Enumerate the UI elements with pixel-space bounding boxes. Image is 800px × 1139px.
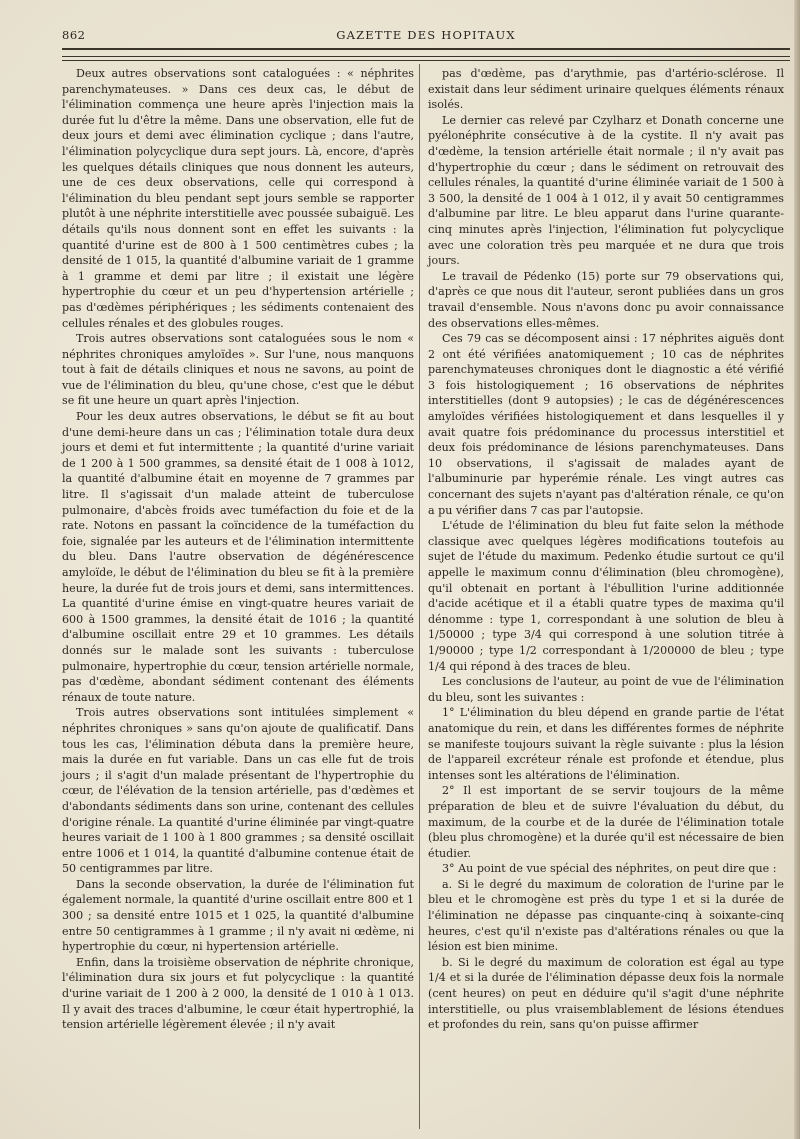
paragraph: 2° Il est important de se servir toujours de la même préparation de bleu et de suivre l'évaluation du début, du maximum, de la courbe et de la durée de l'élimination totale (bleu plus chromogène) et la durée qu'il est nécessaire de bien étudier. (428, 784, 784, 860)
paragraph: L'étude de l'élimination du bleu fut faite selon la méthode classique avec quelques légères modifications toutefois au sujet de l'étude du maximum. Pedenko étudie surtout ce qu'il appelle le maximum connu d'élimination (bleu chromogène), qu'il obtenait en portant à l'ébullition l'urine additionnée d'acide acétique et il a établi quatre types de maxima qu'il dénomme : type 1, correspondant à une solution de bleu à 1/50000 ; type 3/4 qui correspond à une solution titrée à 1/90000 ; type 1/2 correspondant à 1/200000 de bleu ; type 1/4 qui répond à des traces de bleu. (428, 519, 784, 673)
header-rule-thin-2 (62, 60, 790, 61)
right-column (428, 66, 784, 1033)
page-header (62, 28, 790, 46)
paragraph: Pour les deux autres observations, le début se fit au bout d'une demi-heure dans un cas ; l'élimination totale dura deux jours et demi et fut intermittente ; la quantité d'urine variait de 1 200 à 1 500 grammes, sa densité était de 1 008 à 1012, la quantité d'albumine était en moyenne de 7 grammes par litre. Il s'agissait d'un malade atteint de tuberculose pulmonaire, d'abcès froids avec tuméfaction du foie et de la rate. Notons en passant la coïncidence de la tuméfaction du foie, signalée par les auteurs et de l'élimination intermittente du bleu. Dans l'autre observation de dégénérescence amyloïde, le début de l'élimination du bleu se fit à la première heure, la durée fut de trois jours et demi, sans intermittences. La quantité d'urine émise en vingt-quatre heures variait de 600 à 1500 grammes, la densité était de 1016 ; la quantité d'albumine oscillait entre 29 et 10 grammes. Les détails donnés sur le malade sont les suivants : tuberculose pulmonaire, hypertrophie du cœur, tension artérielle normale, pas d'œdème, abondant sédiment contenant des éléments rénaux de toute nature. (62, 410, 414, 704)
paragraph: 1° L'élimination du bleu dépend en grande partie de l'état anatomique du rein, et dans les différentes formes de néphrite se manifeste toujours suivant la règle suivante : plus la lésion de l'appareil excréteur rénale est profonde et étendue, plus intenses sont les altérations de l'élimination. (428, 706, 784, 782)
column-divider (419, 64, 420, 1129)
left-column (62, 66, 414, 1033)
running-title: GAZETTE DES HOPITAUX (336, 28, 516, 42)
paragraph: Le dernier cas relevé par Czylharz et Donath concerne une pyélonéphrite consécutive à de la cystite. Il n'y avait pas d'œdème, la tension artérielle était normale ; il n'y avait pas d'hypertrophie du cœur ; dans le sédiment on retrouvait des cellules rénales, la quantité d'urine éliminée variait de 1 500 à 3 500, la densité de 1 004 à 1 012, il y avait 50 centigrammes d'albumine par litre. Le bleu apparut dans l'urine quarante-cinq minutes après l'injection, l'élimination fut polycyclique avec une coloration très peu marquée et ne dura que trois jours. (428, 113, 784, 268)
paragraph: Enfin, dans la troisième observation de néphrite chronique, l'élimination dura six jours et fut polycyclique : la quantité d'urine variait de 1 200 à 2 000, la densité de 1 010 à 1 013. Il y avait des traces d'albumine, le cœur était hypertrophié, la tension artérielle légèrement élevée ; il n'y avait (62, 955, 414, 1032)
paragraph: Deux autres observations sont cataloguées : « néphrites parenchymateuses. » Dans ces deux cas, le début de l'élimination commença une heure après l'injection mais la durée fut lu d'être la même. Dans une observation, elle fut de deux jours et demi avec élimination cyclique ; dans l'autre, l'élimination polycyclique dura sept jours. Là, encore, d'après les quelques détails cliniques que nous donnent les auteurs, une de ces deux observations, celle qui correspond à l'élimination du bleu pendant sept jours semble se rapporter plutôt à une néphrite interstitielle avec poussée subaiguë. Les détails qu'ils nous donnent sont en effet les suivants : la quantité d'urine est de 800 à 1 500 centimètres cubes ; la densité de 1 015, la quantité d'albumine variait de 1 gramme à 1 gramme et demi par litre ; il existait une légère hypertrophie du cœur et un peu d'hypertension artérielle ; pas d'œdèmes périphériques ; les sédiments contenaient des cellules rénales et des globules rouges. (62, 67, 414, 330)
paragraph: Le travail de Pédenko (15) porte sur 79 observations qui, d'après ce que nous dit l'auteur, seront publiées dans un gros travail d'ensemble. Nous n'avons donc pu avoir connaissance des observations elles-mêmes. (428, 269, 784, 330)
paragraph: Ces 79 cas se décomposent ainsi : 17 néphrites aiguës dont 2 ont été vérifiées anatomiquement ; 10 cas de néphrites parenchymateuses chroniques dont le diagnostic a été vérifié 3 fois histologiquement ; 16 observations de néphrites interstitielles (dont 9 autopsies) ; le cas de dégénérescences amyloïdes vérifiées histologiquement et dans lesquelles il y avait quatre fois prédominance du processus interstitiel et deux fois prédominance de lésions parenchymateuses. Dans 10 observations, il s'agissait de malades ayant de l'albuminurie par hyperémie rénale. Les vingt autres cas concernant des sujets n'ayant pas d'altération rénale, ce qu'on a pu vérifier dans 7 cas par l'autopsie. (428, 332, 784, 517)
paragraph: 3° Au point de vue spécial des néphrites, on peut dire que : (442, 862, 777, 876)
paragraph: pas d'œdème, pas d'arythmie, pas d'artério-sclérose. Il existait dans leur sédiment urinaire quelques éléments rénaux isolés. (428, 67, 784, 112)
paragraph: a. Si le degré du maximum de coloration de l'urine par le bleu et le chromogène est près du type 1 et si la durée de l'élimination ne dépasse pas cinquante-cinq à soixante-cinq heures, c'est qu'il n'existe pas d'altérations rénales ou que la lésion est bien minime. (428, 877, 784, 954)
paragraph: Dans la seconde observation, la durée de l'élimination fut également normale, la quantité d'urine oscillait entre 800 et 1 300 ; sa densité entre 1015 et 1 025, la quantité d'albumine entre 50 centigrammes à 1 gramme ; il n'y avait ni œdème, ni hypertrophie du cœur, ni hypertension artérielle. (62, 877, 414, 954)
page-edge (794, 0, 800, 1139)
header-rule-thin (62, 56, 790, 57)
paragraph: b. Si le degré du maximum de coloration est égal au type 1/4 et si la durée de l'élimination dépasse deux fois la normale (cent heures) on peut en déduire qu'il s'agit d'une néphrite interstitielle, ou plus vraisemblablement de lésions étendues et profondes du rein, sans qu'on puisse affirmer (428, 955, 784, 1032)
header-rule-thick (62, 48, 790, 50)
paragraph: Les conclusions de l'auteur, au point de vue de l'élimination du bleu, sont les suivantes : (428, 675, 784, 704)
paragraph: Trois autres observations sont intitulées simplement « néphrites chroniques » sans qu'on ajoute de qualificatif. Dans tous les cas, l'élimination débuta dans la première heure, mais la durée en fut variable. Dans un cas elle fut de trois jours ; il s'agit d'un malade présentant de l'hypertrophie du cœur, de l'élévation de la tension artérielle, pas d'œdèmes et d'abondants sédiments dans son urine, contenant des cellules d'origine rénale. La quantité d'urine éliminée par vingt-quatre heures variait de 1 100 à 1 800 grammes ; sa densité oscillait entre 1006 et 1 014, la quantité d'albumine contenue était de 50 centigrammes par litre. (62, 706, 414, 876)
paragraph: Trois autres observations sont cataloguées sous le nom « néphrites chroniques amyloïdes ». Sur l'une, nous manquons tout à fait de détails cliniques et nous ne savons, au point de vue de l'élimination du bleu, qu'une chose, c'est que le début se fit une heure un quart après l'injection. (62, 332, 414, 408)
page-number: 862 (62, 28, 86, 42)
